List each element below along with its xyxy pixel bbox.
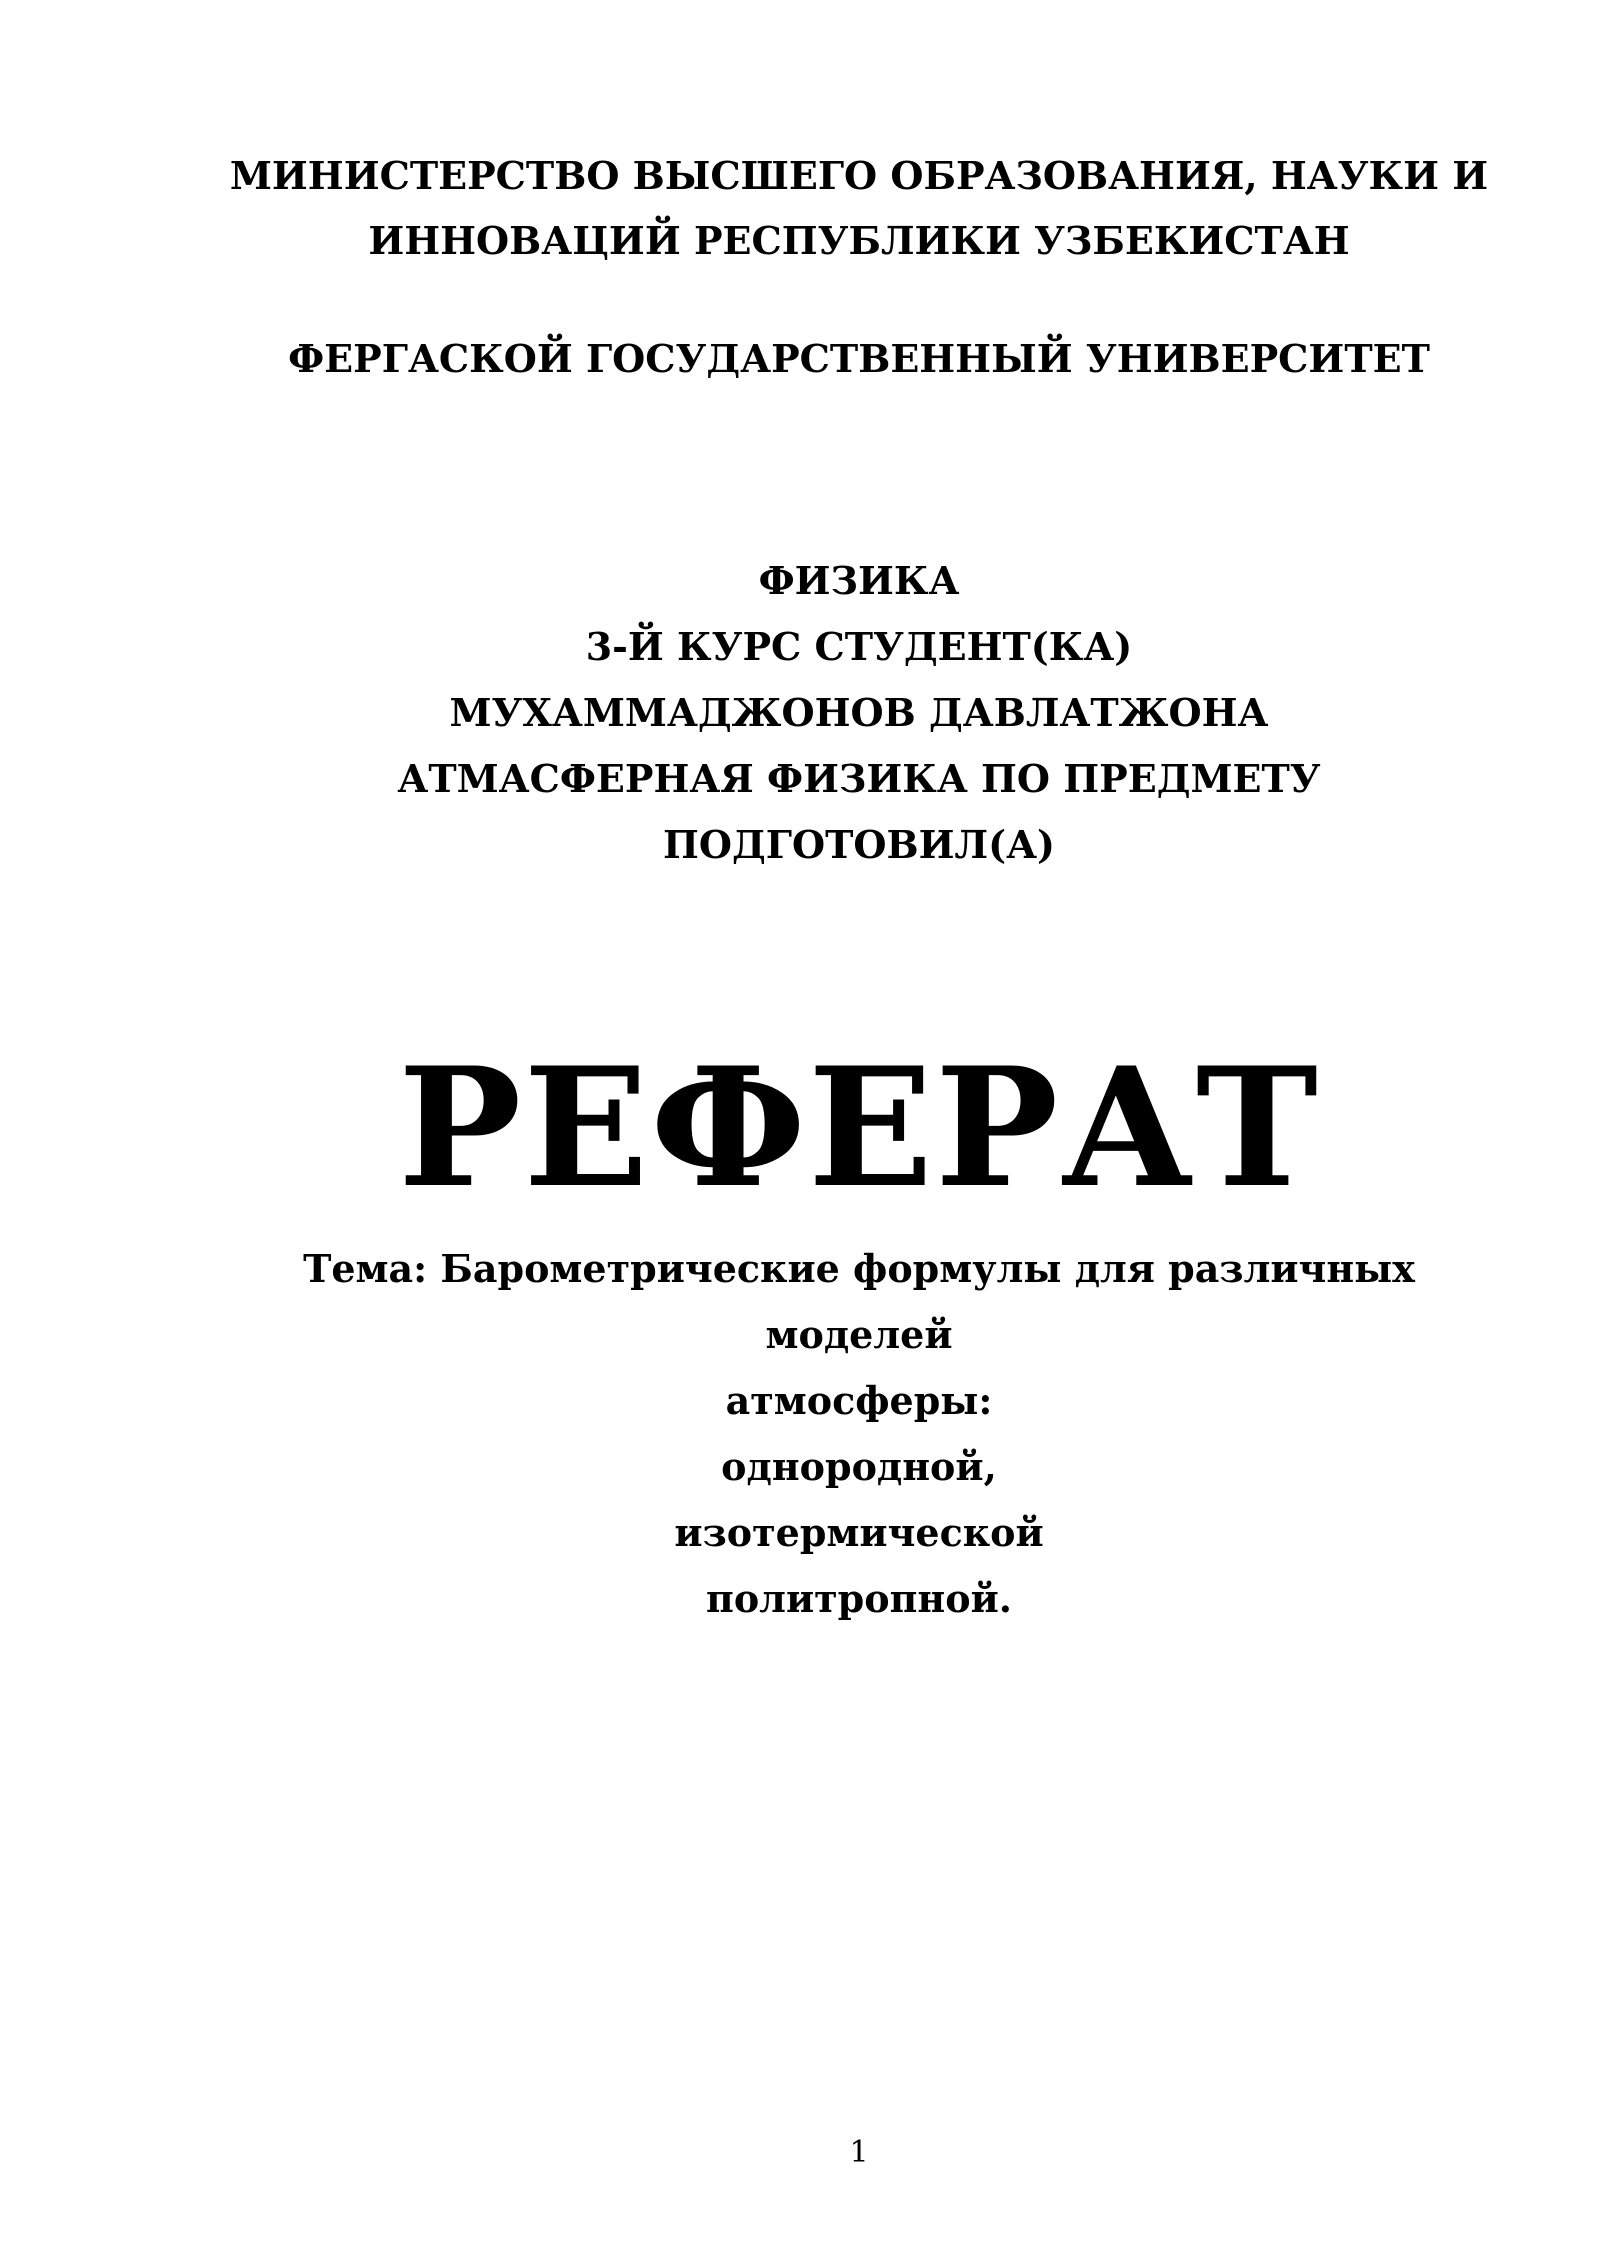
subject-line: ФИЗИКА xyxy=(758,558,960,603)
topic-line-1: Тема: Барометрические формулы для различных xyxy=(303,1246,1415,1291)
discipline-line: АТМАСФЕРНАЯ ФИЗИКА ПО ПРЕДМЕТУ xyxy=(397,756,1321,801)
university-name: ФЕРГАСКОЙ ГОСУДАРСТВЕННЫЙ УНИВЕРСИТЕТ xyxy=(288,336,1430,381)
ministry-line-1: МИНИСТЕРСТВО ВЫСШЕГО ОБРАЗОВАНИЯ, НАУКИ И xyxy=(229,153,1489,198)
topic-line-2: моделей xyxy=(765,1312,953,1357)
topic-line-5: изотермической xyxy=(674,1510,1044,1555)
topic-line-3: атмосферы: xyxy=(725,1378,993,1423)
student-name: МУХАММАДЖОНОВ ДАВЛАТЖОНА xyxy=(449,690,1269,735)
page-number: 1 xyxy=(849,2135,869,2170)
topic-line-6: политропной. xyxy=(706,1576,1012,1621)
topic-line-4: однородной, xyxy=(721,1444,997,1489)
prepared-line: ПОДГОТОВИЛ(А) xyxy=(662,822,1056,867)
document-type-title: РЕФЕРАТ xyxy=(398,1031,1320,1224)
course-line: 3-Й КУРС СТУДЕНТ(КА) xyxy=(585,624,1133,669)
ministry-line-2: ИННОВАЦИЙ РЕСПУБЛИКИ УЗБЕКИСТАН xyxy=(368,218,1350,263)
